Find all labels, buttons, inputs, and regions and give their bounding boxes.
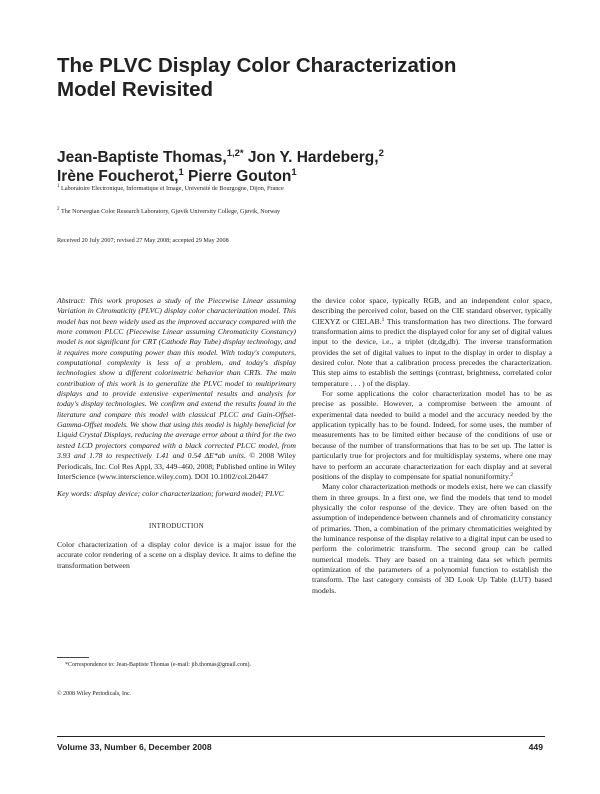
section-heading-introduction: INTRODUCTION [149, 522, 204, 530]
author-affiliation-mark: 1,2* [226, 148, 244, 159]
abstract-text: Abstract: This work proposes a study of the Piecewise Linear assuming Variation in Chromaticity (PLVC) display color characterization model. This model has not been widely used as the improved accuracy compared with the more common PLCC (Piecewise Linear assuming Chromaticity Constancy) model is not significant for CRT (Cathode Ray Tube) display technology, and it requires more computing power than this model. With today's computers, computational complexity is less of a problem, and today's display technologies show a different colorimetric behavior than CRTs. The main contribution of this work is to generalize the PLVC model to multiprimary displays and to provide extensive experimental results and analysis for today's display technologies. We confirm and extend the results found in the literature and compare this model with classical PLCC and Gain-Offset-Gamma-Offset models. We show that using this model is highly beneficial for Liquid Crystal Displays, reducing the average error about a third for the two tested LCD projectors compared with a black corrected PLCC model, from 3.93 and 1.78 to respectively 1.41 and 0.54 ΔE*ab units. [57, 296, 296, 461]
author-affiliation-mark: 2 [378, 148, 384, 159]
affiliation-2 [57, 208, 557, 216]
article-title [57, 54, 557, 102]
title-line-1: The PLVC Display Color Characterization [57, 54, 457, 77]
affiliation-1 [57, 185, 557, 193]
affiliation-number: 2 [57, 207, 60, 212]
author-line-1 [57, 148, 557, 167]
abstract-citation: © 2008 Wiley Periodicals, Inc. Col Res Appl, 33, 449–460, 2008; Published online in Wiley InterScience (www.interscience.wiley.com). DOI 10.1002/col.20447 [57, 451, 297, 481]
body-paragraph-3: Many color characterization methods or models exist, here we can classify them in three groups. In a first one, we find the models that tend to model physically the color response of the device. They are often based on the assumption of independence between channels and of chromaticity constancy of primaries. Then, a combination of the primary chromaticities weighted by the luminance response of the display relative to a digital input can be used to perform the colorimetric transform. The second group can be called numerical models. They are based on a training data set which permits optimization of the parameters of a polynomial function to establish the transform. The last category consists of 3D Look Up Table (LUT) based models. [312, 482, 552, 595]
author-line-2 [57, 167, 557, 186]
footnote-divider [57, 657, 89, 658]
affiliation-number: 1 [57, 184, 60, 189]
footnote-text: *Correspondence to: Jean-Baptiste Thomas (e-mail: jib.thomas@gmail.com). [65, 662, 252, 668]
footer-divider [57, 736, 545, 737]
right-column [312, 296, 552, 596]
page-number: 449 [528, 742, 543, 752]
affiliation-text: The Norwegian Color Research Laboratory, Gjøvik University College, Gjøvik, Norway [60, 208, 281, 215]
body-paragraph-1 [312, 296, 552, 389]
citation-mark: 2 [510, 471, 514, 478]
affiliation-text: Laboratoire Electronique, Informatique et Image, Université de Bourgogne, Dijon, France [61, 185, 284, 192]
author-affiliation-mark: 1 [178, 167, 184, 178]
citation-mark: 1 [381, 316, 385, 323]
copyright-notice: © 2008 Wiley Periodicals, Inc. [57, 691, 132, 697]
paragraph-text: the device color space, typically RGB, and an independent color space, describing the perceived color, based on the CIE standard observer, typically CIEXYZ or CIELAB. [312, 296, 552, 326]
author-affiliation-mark: 1 [291, 167, 297, 178]
keywords: Key words: display device; color characterization; forward model; PLVC [57, 489, 284, 499]
author-name: Irène Foucherot, [57, 168, 179, 185]
received-dates: Received 20 July 2007; revised 27 May 2008; accepted 29 May 2008 [57, 237, 229, 244]
abstract [57, 296, 296, 482]
author-name: Jean-Baptiste Thomas, [57, 149, 227, 166]
body-paragraph-2 [312, 389, 552, 482]
left-column [57, 296, 296, 571]
journal-issue: Volume 33, Number 6, December 2008 [57, 742, 212, 752]
correspondence-footnote [57, 661, 296, 669]
paragraph-text: This transformation has two directions. The forward transformation aims to predict the displayed color for any set of digital values input to the device, i.e., a triplet (dr,dg,db). The inverse transformation provides the set of digital values to input to the display in order to display a desired color. Note that a calibration process precedes the characterization. This step aims to establish the settings (contrast, brightness, correlated color temperature . . . ) of the display. [312, 316, 552, 388]
introduction-paragraph: Color characterization of a display color device is a major issue for the accurate color rendering of a scene on a display device. It aims to define the transformation between [57, 539, 296, 570]
author-name: Pierre Gouton [188, 168, 292, 185]
author-list [57, 148, 557, 186]
title-line-2: Model Revisited [57, 78, 214, 101]
paragraph-text: For some applications the color characterization model has to be as precise as possible. However, a compromise between the amount of experimental data needed to build a model and the accuracy needed by the application typically has to be found. Indeed, for some uses, the number of measurements has to be limited either because of the conditions of use or because of the number of transformations that has to be set up. The latter is particularly true for projectors and for multidisplay systems, where one may have to perform an accurate characterization for each display and at several positions of the display to compensate for spatial nonuniformity. [312, 389, 552, 481]
author-name: Jon Y. Hardeberg, [247, 149, 379, 166]
